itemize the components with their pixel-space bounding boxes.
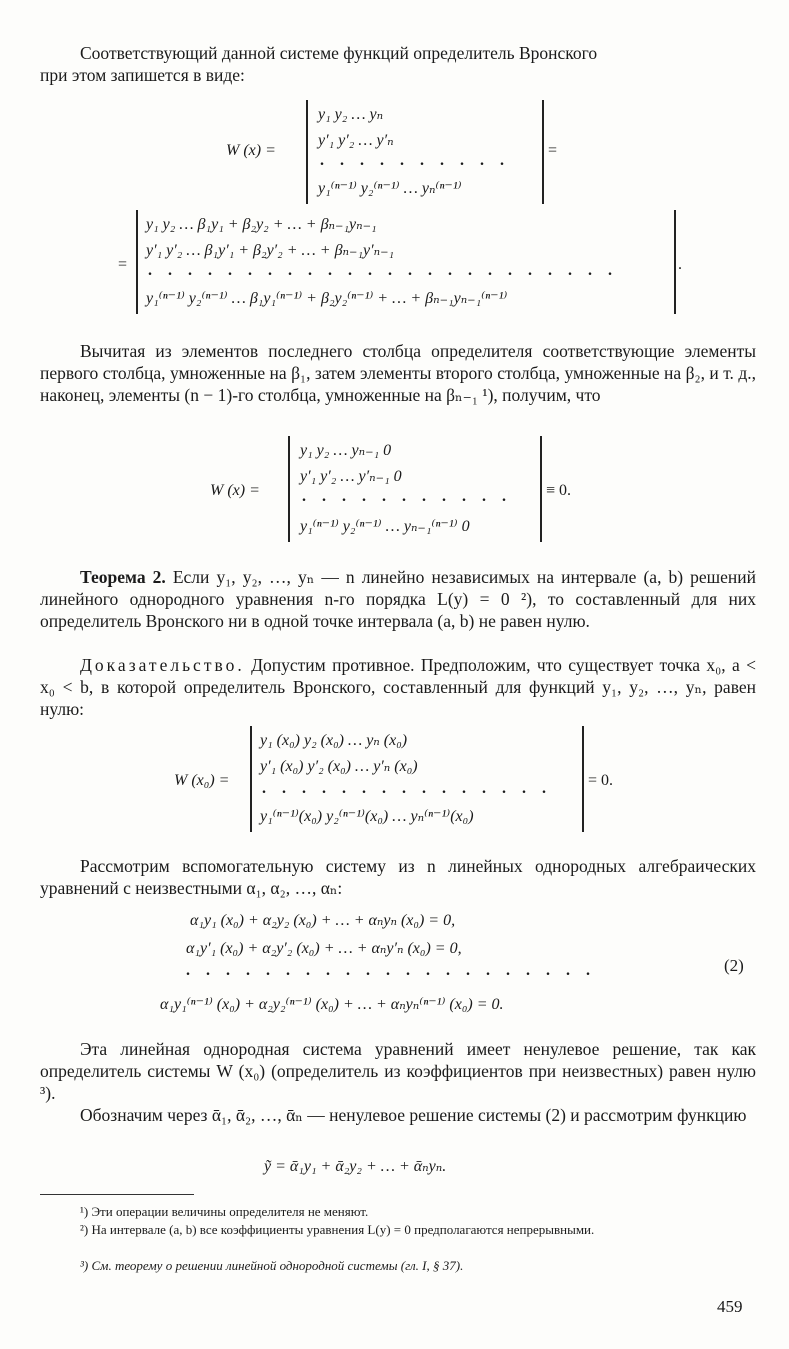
det2-lhs: =: [118, 256, 128, 273]
theorem-text: Если y₁, y₂, …, yₙ — n линейно независимых на интервале (a, b) решений линейного однородного уравнения n-го порядка L(y) = 0 ²), то составленный для них определитель Вронского ни в одной точке интервала (a, b) не равен нулю.: [40, 567, 757, 631]
footnote-3: ³) См. теорему о решении линейной однородной системы (гл. I, § 37).: [80, 1258, 464, 1273]
det2-row-1: y₁ y₂ … β₁y₁ + β₂y₂ + … + βₙ₋₁yₙ₋₁: [146, 216, 377, 233]
paragraph-1-text: Вычитая из элементов последнего столбца определителя соответствующие элементы первого столбца, умноженные на β₁, затем элементы второго столбца, умноженные на β₂, и т. д., наконец, элементы (n − 1)-го столбца, умноженные на βₙ₋₁ ¹), получим, что: [40, 341, 756, 405]
det1-row-1: y₁ y₂ … yₙ: [318, 106, 384, 123]
det4-row-2: y′₁ (x₀) y′₂ (x₀) … y′ₙ (x₀): [260, 758, 418, 775]
det3-lhs: W (x) =: [210, 482, 260, 499]
det3-matrix: [288, 436, 542, 542]
det2-dots: . . . . . . . . . . . . . . . . . . . . . . . .: [148, 262, 618, 279]
equation-number: (2): [724, 956, 744, 975]
det1-matrix: [306, 100, 544, 204]
intro-line-1: Соответствующий данной системе функций определитель Вронского: [80, 43, 598, 63]
det3-rhs: ≡ 0.: [546, 482, 572, 499]
function-definition: ỹ = ᾱ₁y₁ + ᾱ₂y₂ + … + ᾱₙyₙ.: [264, 1158, 447, 1175]
det1-rhs: =: [548, 142, 558, 159]
intro-paragraph: [40, 42, 756, 86]
det4-rhs: = 0.: [588, 772, 614, 789]
det1-row-last: y₁⁽ⁿ⁻¹⁾ y₂⁽ⁿ⁻¹⁾ … yₙ⁽ⁿ⁻¹⁾: [318, 180, 462, 197]
det4-row-last: y₁⁽ⁿ⁻¹⁾(x₀) y₂⁽ⁿ⁻¹⁾(x₀) … yₙ⁽ⁿ⁻¹⁾(x₀): [260, 808, 474, 825]
proof-paragraph: [40, 654, 756, 720]
footnote-2: ²) На интервале (a, b) все коэффициенты уравнения L(y) = 0 предполагаются непрерывными.: [80, 1222, 595, 1237]
footnote-divider: [40, 1194, 194, 1195]
system-line-2: α₁y′₁ (x₀) + α₂y′₂ (x₀) + … + αₙy′ₙ (x₀) = 0,: [186, 940, 462, 957]
det2-row-2: y′₁ y′₂ … β₁y′₁ + β₂y′₂ + … + βₙ₋₁y′ₙ₋₁: [146, 242, 395, 259]
paragraph-aux-system: [40, 855, 756, 899]
page-number: 459: [717, 1297, 743, 1316]
det1-lhs: W (x) =: [226, 142, 276, 159]
theorem-2: [40, 566, 756, 632]
det1-dots: . . . . . . . . . .: [320, 152, 510, 169]
paragraph-2-text: Рассмотрим вспомогательную систему из n линейных однородных алгебраических уравнений с неизвестными α₁, α₂, …, αₙ:: [40, 856, 756, 898]
det2-matrix: [136, 210, 676, 314]
det3-row-1: y₁ y₂ … yₙ₋₁ 0: [300, 442, 392, 459]
proof-text: Допустим противное. Предположим, что существует точка x₀, a < x₀ < b, в которой определитель Вронского, составленный для функций y₁, y₂, …, yₙ, равен нулю:: [40, 655, 756, 719]
det3-dots: . . . . . . . . . . .: [302, 488, 512, 505]
footnote-1: ¹) Эти операции величины определителя не меняют.: [80, 1204, 369, 1219]
paragraph-define-function: [40, 1104, 756, 1126]
det4-lhs: W (x₀) =: [174, 772, 230, 789]
system-dots: . . . . . . . . . . . . . . . . . . . . .: [186, 962, 596, 979]
proof-label: Доказательство.: [80, 655, 245, 675]
det3-row-2: y′₁ y′₂ … y′ₙ₋₁ 0: [300, 468, 402, 485]
system-line-1: α₁y₁ (x₀) + α₂y₂ (x₀) + … + αₙyₙ (x₀) = 0,: [190, 912, 456, 929]
theorem-label: Теорема 2.: [80, 567, 166, 587]
system-line-last: α₁y₁⁽ⁿ⁻¹⁾ (x₀) + α₂y₂⁽ⁿ⁻¹⁾ (x₀) + … + αₙyₙ⁽ⁿ⁻¹⁾ (x₀) = 0.: [160, 996, 504, 1013]
det4-dots: . . . . . . . . . . . . . . .: [262, 780, 552, 797]
paragraph-subtract-columns: [40, 340, 756, 406]
det2-row-last: y₁⁽ⁿ⁻¹⁾ y₂⁽ⁿ⁻¹⁾ … β₁y₁⁽ⁿ⁻¹⁾ + β₂y₂⁽ⁿ⁻¹⁾ + … + βₙ₋₁yₙ₋₁⁽ⁿ⁻¹⁾: [146, 290, 508, 307]
paragraph-nonzero-solution: [40, 1038, 756, 1104]
det4-row-1: y₁ (x₀) y₂ (x₀) … yₙ (x₀): [260, 732, 408, 749]
det3-row-last: y₁⁽ⁿ⁻¹⁾ y₂⁽ⁿ⁻¹⁾ … yₙ₋₁⁽ⁿ⁻¹⁾ 0: [300, 518, 470, 535]
intro-line-2: при этом запишется в виде:: [40, 65, 245, 85]
det4-matrix: [250, 726, 584, 832]
det1-row-2: y′₁ y′₂ … y′ₙ: [318, 132, 394, 149]
paragraph-4-text: Обозначим через ᾱ₁, ᾱ₂, …, ᾱₙ — ненулевое решение системы (2) и рассмотрим функцию: [80, 1105, 747, 1125]
det2-rhs: .: [678, 256, 682, 273]
paragraph-3-text: Эта линейная однородная система уравнений имеет ненулевое решение, так как определитель системы W (x₀) (определитель из коэффициентов при неизвестных) равен нулю ³).: [40, 1039, 756, 1103]
